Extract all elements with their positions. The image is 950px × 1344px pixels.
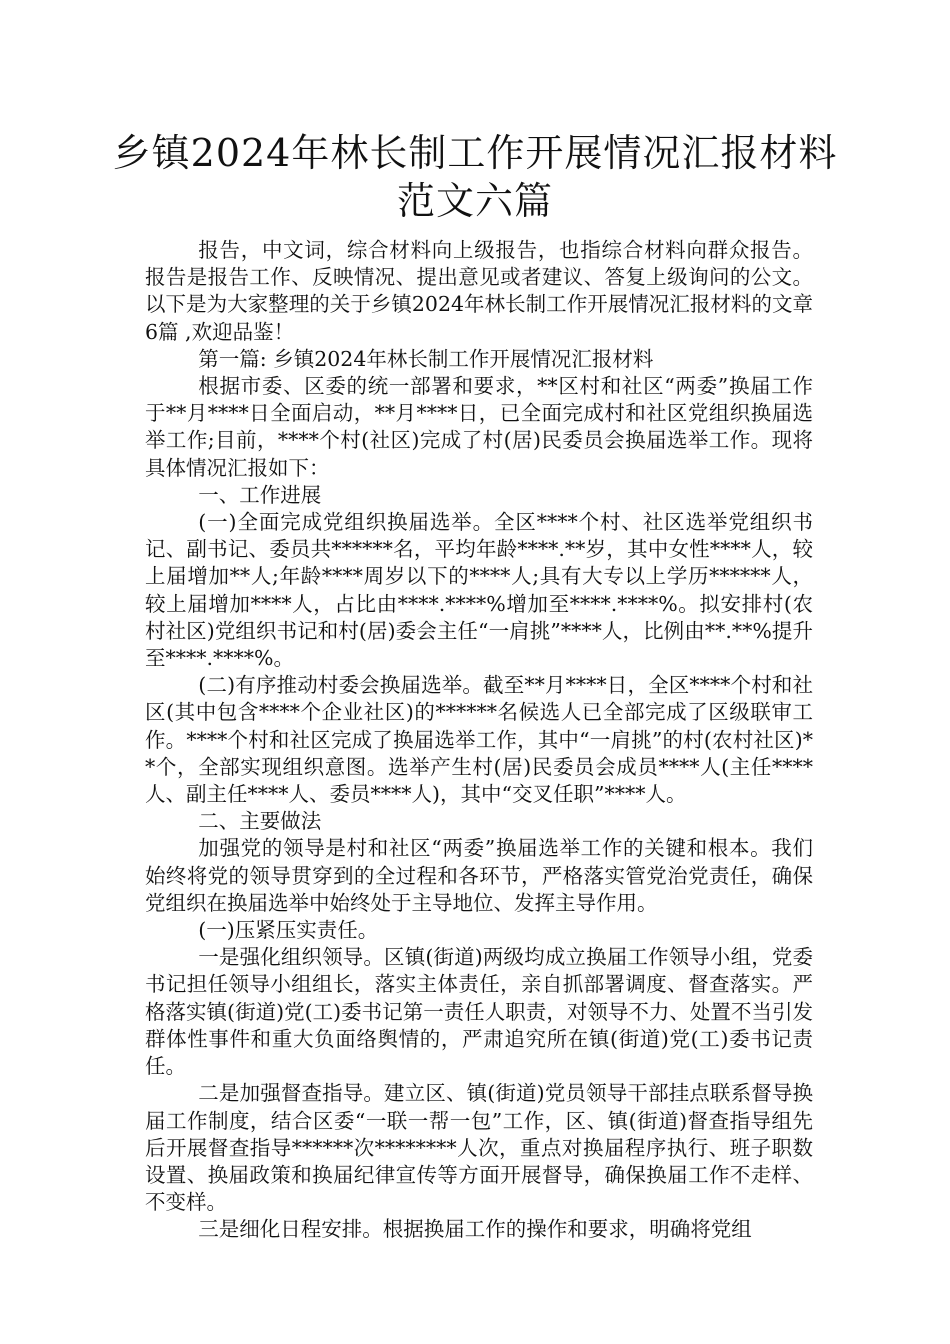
body-paragraph: 一是强化组织领导。区镇(街道)两级均成立换届工作领导小组，党委书记担任领导小组组长，落实主体责任，亲自抓部署调度、督查落实。严格落实镇(街道)党(工)委书记第一责任人职责，对领导不力、处置不当引发群体性事件和重大负面络舆情的，严肃追究所在镇(街道)党(工)委书记责任。 [145, 945, 813, 1079]
document-body [145, 237, 813, 1244]
section-heading: 一、工作进展 [198, 482, 322, 507]
body-paragraph: (二)有序推动村委会换届选举。截至**月****日，全区****个村和社区(其中包含****个企业社区)的******名候选人已全部完成了区级联审工作。****个村和社区完成了换届选举工作，其中“一肩挑”的村(农村社区)**个，全部实现组织意图。选举产生村(居)民委员会成员****人(主任****人、副主任****人、委员****人)，其中“交叉任职”****人。 [145, 673, 813, 807]
document-title-line-2: 范文六篇 [396, 179, 553, 223]
article-heading: 第一篇: 乡镇2024年林长制工作开展情况汇报材料 [198, 346, 654, 371]
body-paragraph: 加强党的领导是村和社区“两委”换届选举工作的关键和根本。我们始终将党的领导贯穿到的全过程和各环节，严格落实管党治党责任，确保党组织在换届选举中始终处于主导地位、发挥主导作用。 [145, 836, 813, 915]
document-title-line-1: 乡镇2024年林长制工作开展情况汇报材料 [112, 131, 838, 175]
section-heading: 二、主要做法 [198, 809, 322, 834]
intro-paragraph: 报告，中文词，综合材料向上级报告，也指综合材料向群众报告。报告是报告工作、反映情况、提出意见或者建议、答复上级询问的公文。 以下是为大家整理的关于乡镇2024年林长制工作开展情况汇报材料的文章6篇 ,欢迎品鉴！ [145, 238, 813, 344]
body-paragraph: 三是细化日程安排。根据换届工作的操作和要求，明确将党组 [198, 1217, 752, 1242]
subsection-heading: (一)压紧压实责任。 [198, 918, 379, 943]
body-paragraph: (一)全面完成党组织换届选举。全区****个村、社区选举党组织书记、副书记、委员共******名，平均年龄****.**岁，其中女性****人，较上届增加**人;年龄****周岁以下的****人;具有大专以上学历******人，较上届增加****人，占比由****.****%增加至****.****%。拟安排村(农村社区)党组织书记和村(居)委会主任“一肩挑”****人，比例由**.**%提升至****.****%。 [145, 510, 813, 671]
body-paragraph: 根据市委、区委的统一部署和要求，**区村和社区“两委”换届工作于**月****日全面启动，**月****日，已全面完成村和社区党组织换届选举工作;目前，****个村(社区)完成了村(居)民委员会换届选举工作。现将具体情况汇报如下： [145, 374, 813, 480]
body-paragraph: 二是加强督查指导。建立区、镇(街道)党员领导干部挂点联系督导换届工作制度，结合区委“一联一帮一包”工作，区、镇(街道)督查指导组先后开展督查指导******次********人次，重点对换届程序执行、班子职数设置、换届政策和换届纪律宣传等方面开展督导，确保换届工作不走样、不变样。 [145, 1081, 813, 1215]
